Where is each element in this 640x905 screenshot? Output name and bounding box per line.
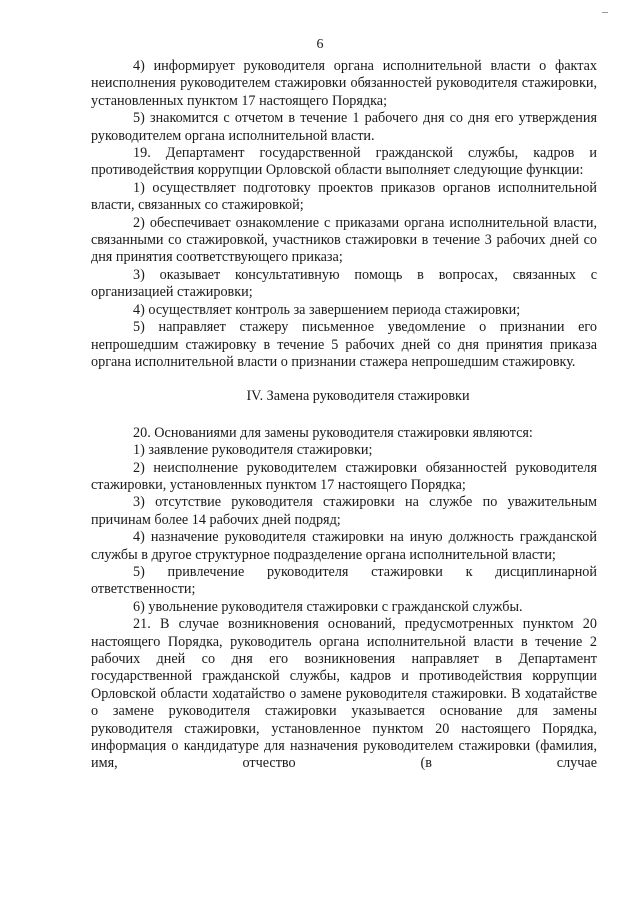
paragraph: 5) знакомится с отчетом в течение 1 рабочего дня со дня его утверждения руководителем органа исполнительной власти.: [91, 110, 597, 144]
paragraph: 21. В случае возникновения оснований, предусмотренных пунктом 20 настоящего Порядка, руководитель органа исполнительной власти в течение 2 рабочих дней со дня его возникновения направляет в Департамент государственной гражданской службы, кадров и противодействия коррупции Орловской области ходатайство о замене руководителя стажировки. В ходатайстве о замене руководителя стажировки указывается основание для замены руководителя стажировки, установленное пунктом 20 настоящего Порядка, информация о кандидатуре для назначения руководителем стажировки (фамилия, имя, отчество (в случае: [91, 616, 597, 772]
paragraph: 2) обеспечивает ознакомление с приказами органа исполнительной власти, связанными со стажировкой, участников стажировки в течение 3 рабочих дней со дня принятия соответствующего приказа;: [91, 214, 597, 266]
paragraph: 4) осуществляет контроль за завершением периода стажировки;: [133, 301, 521, 318]
spacer: [91, 371, 597, 388]
section-heading: IV. Замена руководителя стажировки: [246, 388, 470, 405]
document-body: [91, 58, 597, 773]
paragraph: 5) привлечение руководителя стажировки к дисциплинарной ответственности;: [91, 563, 597, 598]
paragraph: 5) направляет стажеру письменное уведомление о признании его непрошедшим стажировку в течение 5 рабочих дней со дня принятия приказа органа исполнительной власти о признании стажера непрошедшим стажировку.: [91, 319, 597, 370]
paragraph: 3) оказывает консультативную помощь в вопросах, связанных с организацией стажировки;: [91, 266, 597, 301]
paragraph: 6) увольнение руководителя стажировки с гражданской службы.: [133, 598, 523, 615]
paragraph: 2) неисполнение руководителем стажировки обязанностей руководителя стажировки, установленных пунктом 17 настоящего Порядка;: [91, 459, 597, 493]
paragraph: 3) отсутствие руководителя стажировки на службе по уважительным причинам более 14 рабочих дней подряд;: [91, 494, 597, 528]
paragraph: 1) осуществляет подготовку проектов приказов органов исполнительной власти, связанных со стажировкой;: [91, 179, 597, 214]
spacer: [91, 406, 597, 425]
paragraph: 20. Основаниями для замены руководителя стажировки являются:: [133, 424, 533, 441]
paragraph: 1) заявление руководителя стажировки;: [133, 442, 373, 459]
scan-mark: [602, 12, 608, 13]
paragraph: 19. Департамент государственной гражданской службы, кадров и противодействия коррупции Орловской области выполняет следующие функции:: [91, 145, 597, 179]
page-number: 6: [316, 37, 324, 52]
paragraph: 4) информирует руководителя органа исполнительной власти о фактах неисполнения руководителем стажировки обязанностей руководителя стажировки, установленных пунктом 17 настоящего Порядка;: [91, 58, 597, 109]
paragraph: 4) назначение руководителя стажировки на иную должность гражданской службы в другое структурное подразделение органа исполнительной власти;: [91, 529, 597, 563]
